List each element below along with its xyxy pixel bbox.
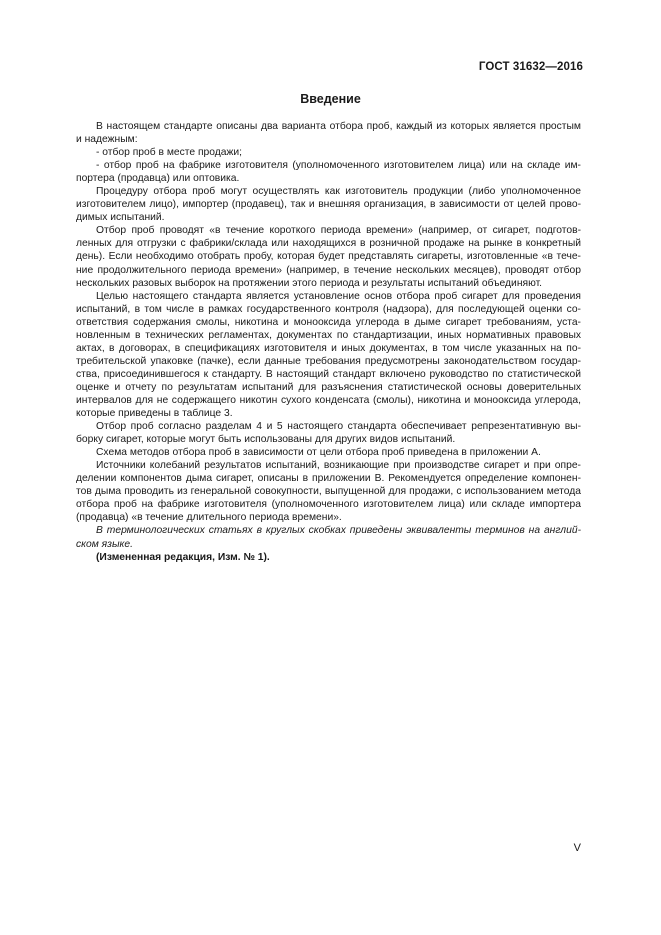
text-line: отбора проб на фабрике изготовителя (уполномоченного изготовителем лица) или складе импортера [76,499,581,511]
text-line: борку сигарет, которые могут быть использованы для других видов испытаний. [76,434,456,446]
text-line: (продавца) «в течение длительного периода времени». [76,512,342,524]
text-line: Источники колебаний результатов испытаний, возникающие при производстве сигарет и при опре- [96,460,581,472]
text-line: ства, присоединившегося к стандарту. В настоящий стандарт включено руководство по статистической [76,368,581,380]
text-line: В настоящем стандарте описаны два варианта отбора проб, каждый из которых является простым [96,121,581,132]
text-line: день). Если необходимо отобрать пробу, которая будет представлять сигареты, изготовленные «в тече- [76,251,581,263]
text-line: (Измененная редакция, Изм. № 1). [96,551,270,563]
standard-number-header: ГОСТ 31632—2016 [478,61,583,73]
introduction-text [76,120,581,564]
text-line: ответствия содержания смолы, никотина и монооксида углерода в дыме сигарет требованиям, уста- [76,316,581,328]
text-line: тов дыма проводить из генеральной совокупности, выпущенной для продажи, с использованием метода [76,486,581,498]
text-line: В терминологических статьях в круглых скобках приведены эквиваленты терминов на англий- [96,525,581,537]
text-line: новленным в технических регламентах, документах по стандартизации, иных нормативных правовых [76,329,581,341]
text-line: ском языке. [76,538,133,550]
text-line: Процедуру отбора проб могут осуществлять как изготовитель продукции (либо уполномоченное [96,186,581,198]
text-line: интервалов для не содержащего никотин сухого конденсата (смолы), никотина и монооксида углерода, [76,394,581,406]
text-line: Целью настоящего стандарта является установление основ отбора проб сигарет для проведения [96,290,581,302]
text-line: которые приведены в таблице 3. [76,408,233,420]
text-line: и надежным: [76,134,138,146]
text-line: нескольких разовых выборок на протяжении этого периода и результаты испытаний объединяют. [76,277,543,289]
text-line: Схема методов отбора проб в зависимости от цели отбора проб приведена в приложении А. [96,447,541,459]
text-line: - отбор проб на фабрике изготовителя (уполномоченного изготовителем лица) или на складе им- [96,160,581,172]
text-line: Отбор проб проводят «в течение короткого периода времени» (например, от сигарет, подготов- [96,225,581,237]
text-line: Отбор проб согласно разделам 4 и 5 настоящего стандарта обеспечивает репрезентативную вы- [96,421,581,433]
text-line: ленных для отгрузки с фабрики/склада или находящихся в розничной продаже на рынке в конкретный [76,238,581,250]
text-line: ние продолжительного периода времени» (например, в течение нескольких месяцев), проводят отбор [76,264,581,276]
text-line: портера (продавца) или оптовика. [76,173,240,185]
text-line: делении компонентов дыма сигарет, описаны в приложении В. Рекомендуется определение компонен- [76,473,581,485]
text-line: димых испытаний. [76,212,165,224]
page-number: V [573,842,581,854]
text-line: испытаний, в том числе в рамках государственного контроля (надзора), для последующей оценки со- [76,303,581,315]
text-line: актах, в договорах, в спецификациях изготовителя и иных документах, в том числе указанных на по- [76,342,581,354]
text-line: требительской упаковке (пачке), если данные требования предусмотрены законодательством государ- [76,355,581,367]
text-line: - отбор проб в месте продажи; [96,147,243,159]
text-line: оценке и отчету по результатам испытаний для разъяснения статистической основы доверительных [76,381,581,393]
section-title: Введение [300,92,361,106]
text-line: изготовителем лицо), импортер (продавец), так и внешняя организация, в зависимости от целей прово- [76,199,581,211]
